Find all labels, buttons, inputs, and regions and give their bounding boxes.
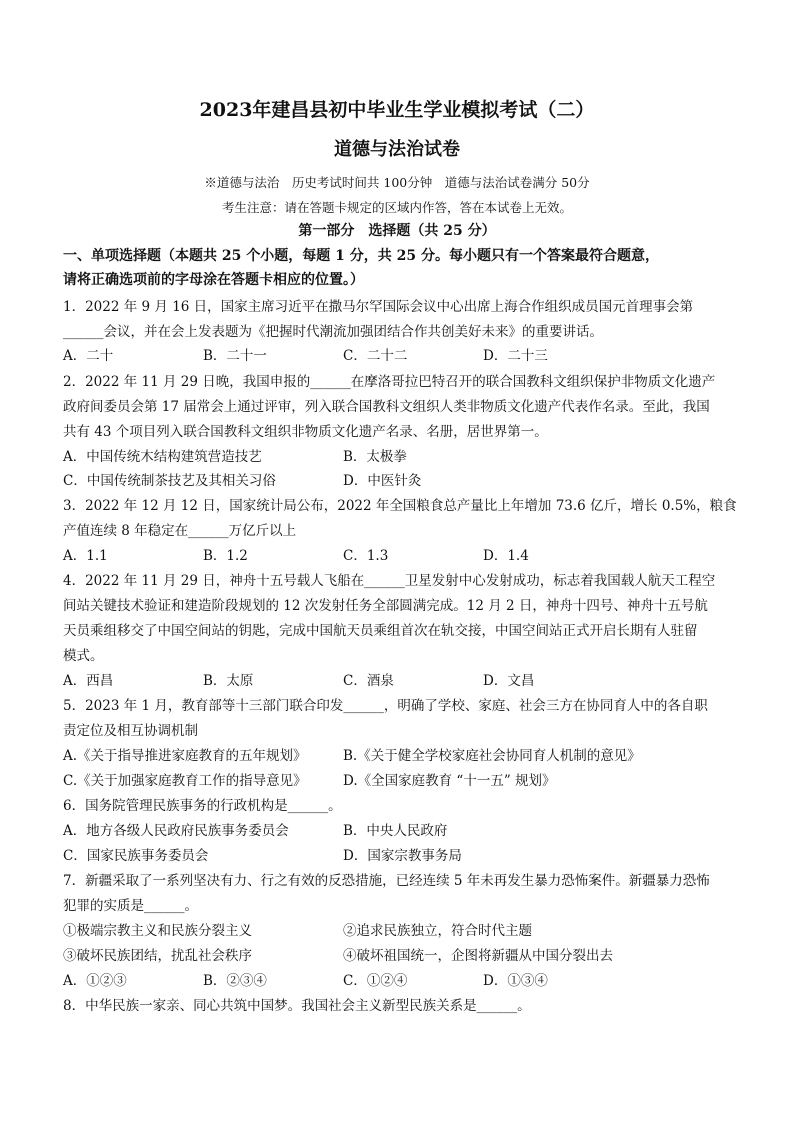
question-2-option-c: C．中国传统制茶技艺及其相关习俗 (63, 473, 276, 489)
question-2-option-b: B．太极拳 (343, 449, 407, 465)
question-1-line-1: 1．2022 年 9 月 16 日，国家主席习近平在撒马尔罕国际会议中心出席上海合作组织成员国元首理事会第 (63, 299, 694, 315)
question-3-line-1: 3．2022 年 12 月 12 日，国家统计局公布，2022 年全国粮食总产量比上年增加 73.6 亿斤，增长 0.5%，粮食 (63, 498, 737, 514)
question-4-line-2: 间站关键技术验证和建造阶段规划的 12 次发射任务全部圆满完成。12 月 2 日，神舟十四号、神舟十五号航 (63, 598, 708, 614)
question-4-option-c: C．酒泉 (343, 673, 394, 689)
part-one-heading: 第一部分 选择题（共 25 分） (298, 223, 496, 239)
question-1-option-c: C．二十二 (343, 348, 408, 364)
exam-title: 2023年建昌县初中毕业生学业模拟考试（二） (199, 99, 595, 121)
question-7-statement-3: ③破坏民族团结，扰乱社会秩序 (63, 948, 252, 964)
question-6-option-d: D．国家宗教事务局 (343, 848, 462, 864)
question-2-option-d: D．中医针灸 (343, 473, 422, 489)
exam-subtitle: 道德与法治试卷 (334, 139, 460, 160)
question-1-option-a: A．二十 (63, 348, 114, 364)
question-5-line-1: 5．2023 年 1 月，教育部等十三部门联合印发______，明确了学校、家庭、社会三方在协同育人中的各自职 (63, 698, 708, 714)
section-instruction-2: 请将正确选项前的字母涂在答题卡相应的位置。） (63, 272, 364, 288)
question-7-option-a: A．①②③ (63, 973, 127, 989)
question-2-line-1: 2．2022 年 11 月 29 日晚，我国申报的______在摩洛哥拉巴特召开的联合国教科文组织保护非物质文化遗产 (63, 374, 716, 390)
question-1-option-d: D．二十三 (483, 348, 548, 364)
candidate-notice: 考生注意：请在答题卡规定的区域内作答，答在本试卷上无效。 (221, 200, 572, 215)
question-4-option-d: D．文昌 (483, 673, 535, 689)
question-7-statement-2: ②追求民族独立，符合时代主题 (343, 923, 532, 939)
question-5-option-d: D.《全国家庭教育 “十一五” 规划》 (343, 773, 556, 789)
question-1-line-2: ______会议，并在会上发表题为《把握时代潮流加强团结合作共创美好未来》的重要讲话。 (63, 324, 603, 340)
question-3-line-2: 产值连续 8 年稳定在______万亿斤以上 (63, 523, 297, 539)
question-7-option-c: C．①②④ (343, 973, 408, 989)
question-3-option-c: C．1.3 (343, 548, 389, 564)
question-4-option-b: B．太原 (203, 673, 254, 689)
section-instruction-1: 一、单项选择题（本题共 25 个小题，每题 1 分，共 25 分。每小题只有一个答案最符合题意， (63, 248, 659, 264)
question-7-option-b: B．②③④ (203, 973, 267, 989)
question-4-line-4: 模式。 (63, 648, 104, 664)
question-4-line-3: 天员乘组移交了中国空间站的钥匙，完成中国航天员乘组首次在轨交接，中国空间站正式开启长期有人驻留 (63, 623, 698, 639)
question-1-option-b: B．二十一 (203, 348, 267, 364)
question-6-option-b: B．中央人民政府 (343, 823, 448, 839)
question-3-option-d: D．1.4 (483, 548, 529, 564)
question-7-option-d: D．①③④ (483, 973, 548, 989)
question-6-option-a: A．地方各级人民政府民族事务委员会 (63, 823, 289, 839)
question-7-statement-1: ①极端宗教主义和民族分裂主义 (63, 923, 252, 939)
question-2-option-a: A．中国传统木结构建筑营造技艺 (63, 449, 262, 465)
question-5-option-c: C.《关于加强家庭教育工作的指导意见》 (63, 773, 307, 789)
question-8-line-1: 8．中华民族一家亲、同心共筑中国梦。我国社会主义新型民族关系是______。 (63, 998, 531, 1014)
question-4-option-a: A．西昌 (63, 673, 114, 689)
question-7-line-2: 犯罪的实质是______。 (63, 898, 198, 914)
question-5-line-2: 责定位及相互协调机制 (63, 723, 198, 739)
question-2-line-2: 政府间委员会第 17 届常会上通过评审，列入联合国教科文组织人类非物质文化遗产代表作名录。至此，我国 (63, 399, 710, 415)
question-3-option-a: A．1.1 (63, 548, 108, 564)
question-6-option-c: C．国家民族事务委员会 (63, 848, 209, 864)
exam-time-note: ※道德与法治 历史考试时间共 100分钟 道德与法治试卷满分 50分 (204, 175, 590, 190)
question-4-line-1: 4．2022 年 11 月 29 日，神舟十五号载人飞船在______卫星发射中心发射成功，标志着我国载人航天工程空 (63, 573, 716, 589)
question-7-statement-4: ④破坏祖国统一，企图将新疆从中国分裂出去 (343, 948, 613, 964)
question-6-line-1: 6．国务院管理民族事务的行政机构是______。 (63, 798, 342, 814)
question-3-option-b: B．1.2 (203, 548, 248, 564)
question-5-option-a: A.《关于指导推进家庭教育的五年规划》 (63, 748, 307, 764)
question-5-option-b: B.《关于健全学校家庭社会协同育人机制的意见》 (343, 748, 641, 764)
question-2-line-3: 共有 43 个项目列入联合国教科文组织非物质文化遗产名录、名册，居世界第一。 (63, 424, 548, 440)
question-7-line-1: 7．新疆采取了一系列坚决有力、行之有效的反恐措施，已经连续 5 年未再发生暴力恐怖案件。新疆暴力恐怖 (63, 873, 710, 889)
